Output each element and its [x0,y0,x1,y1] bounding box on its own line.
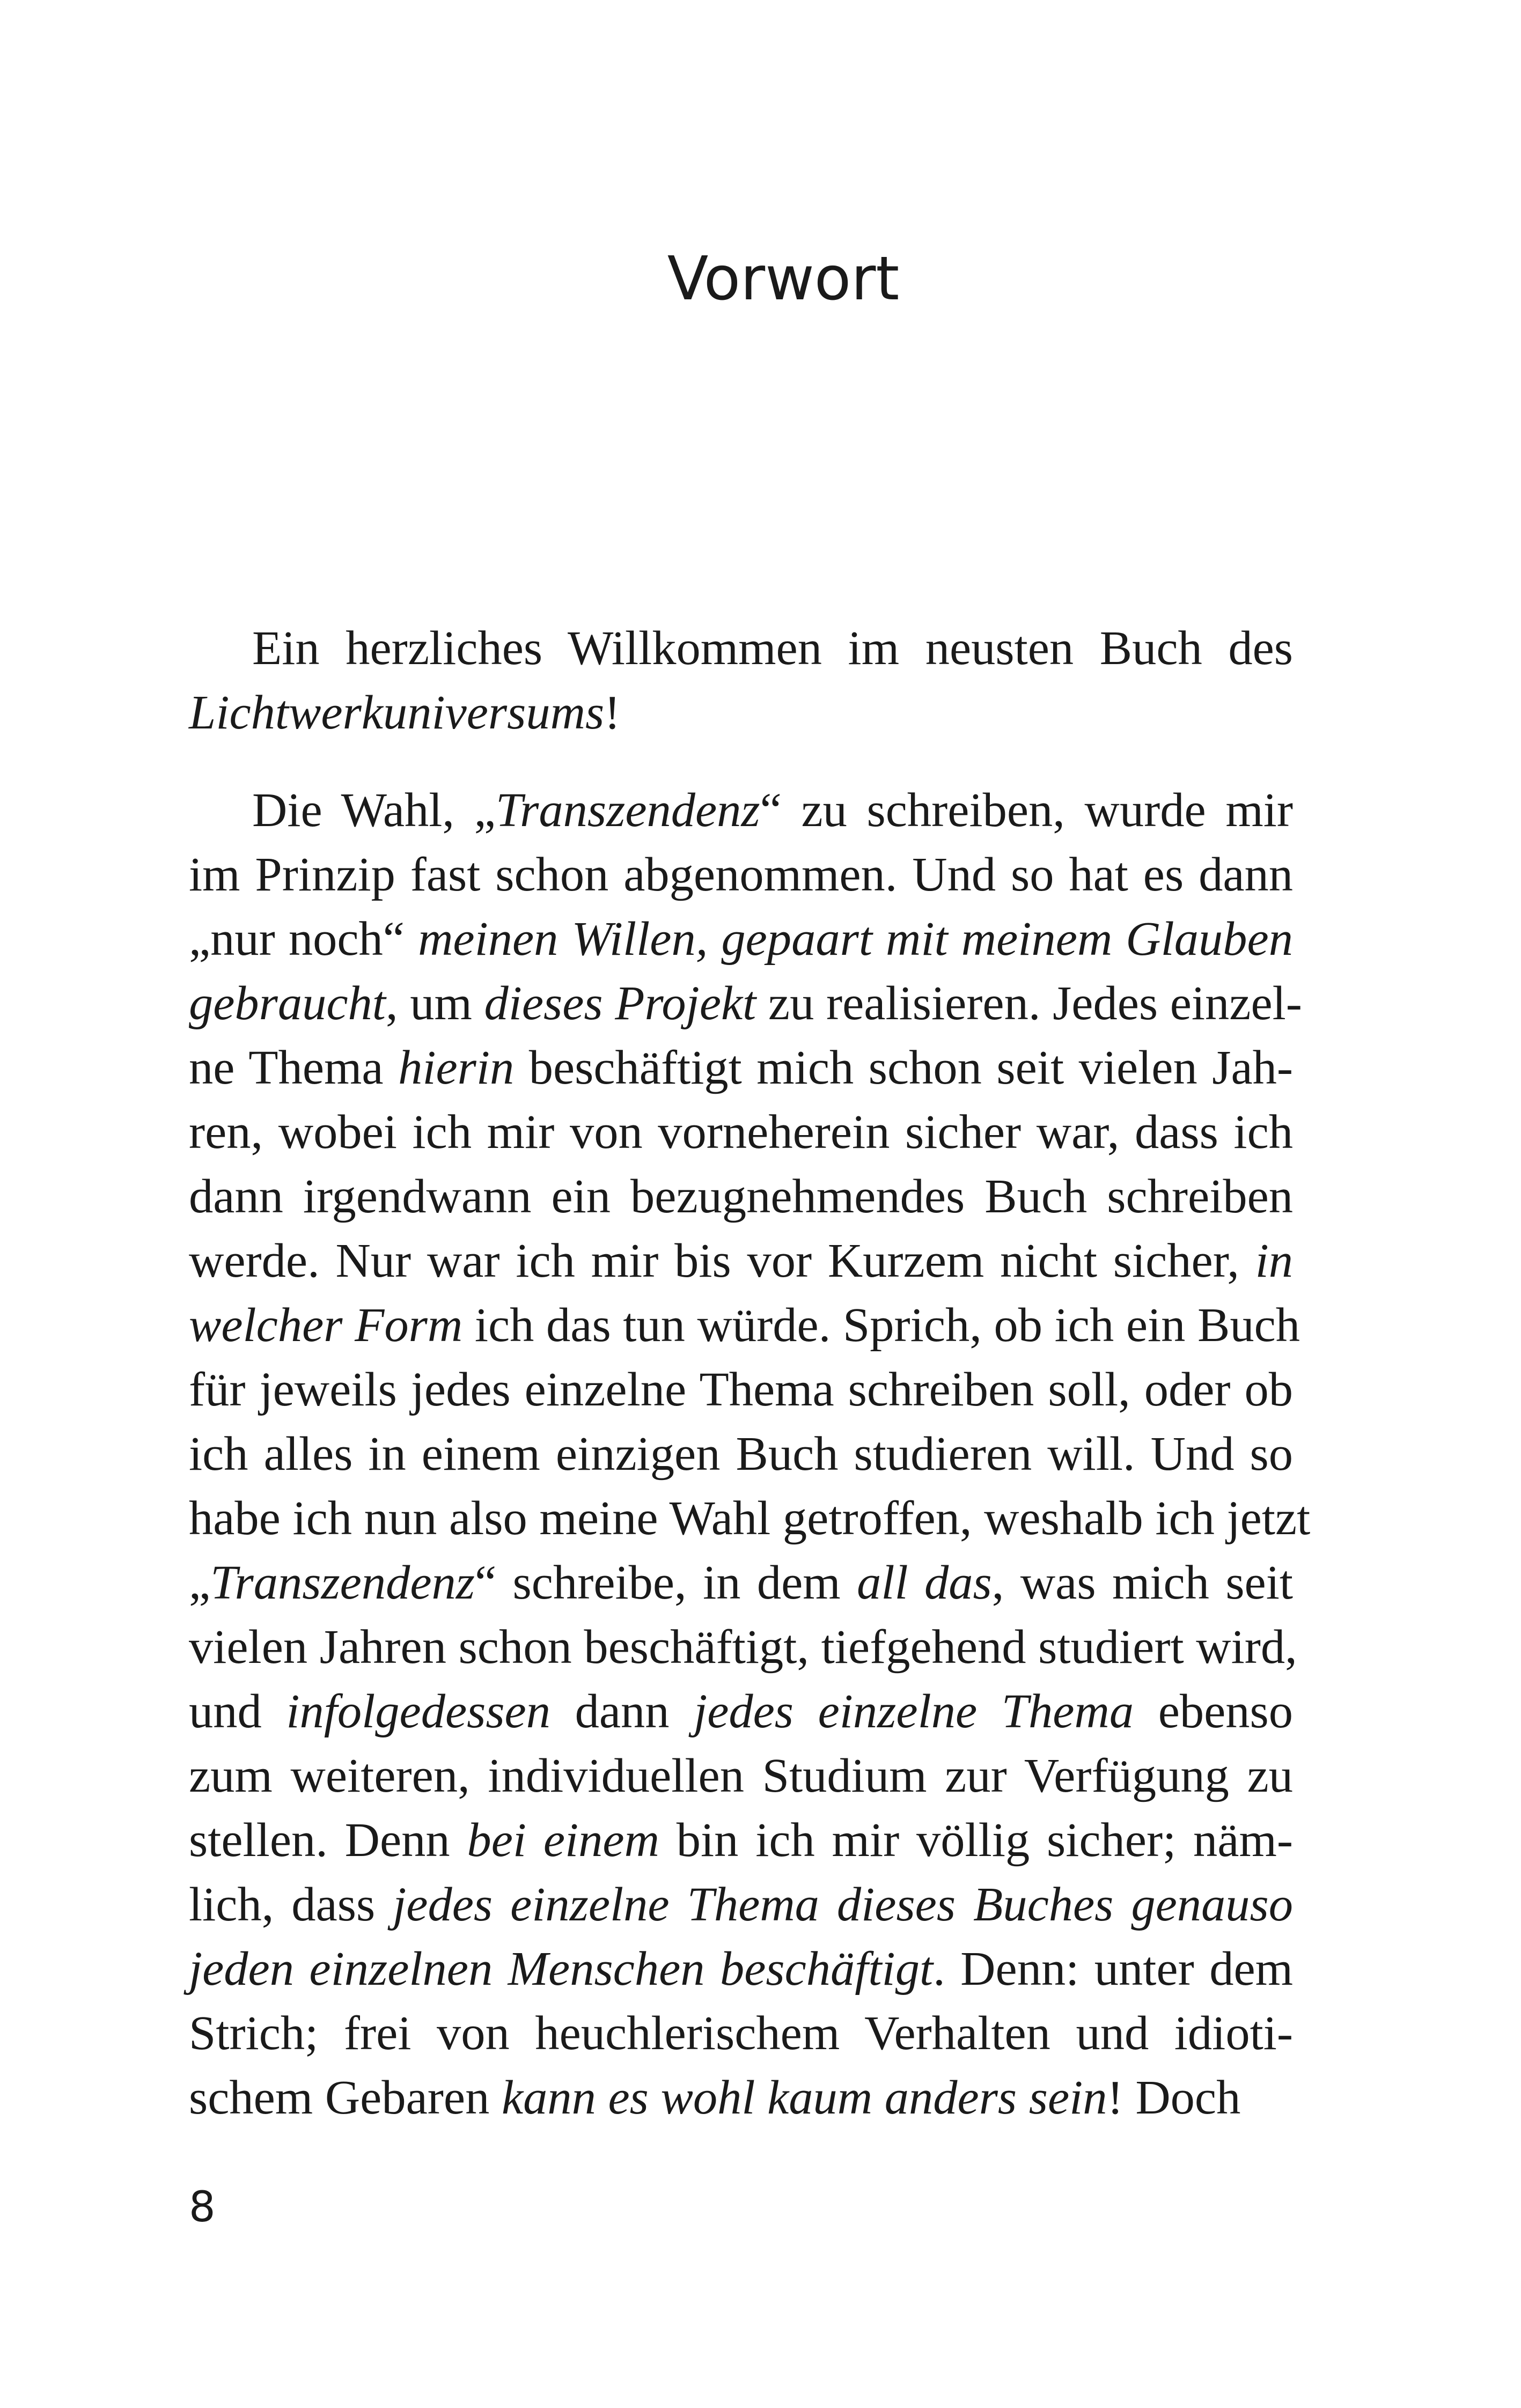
text-line [189,1486,1311,1550]
italic-text: gebraucht [189,976,386,1030]
text-line [189,2065,1293,2130]
italic-text: jedes einzelne Thema dieses Buches genauso [393,1877,1294,1931]
italic-text: Lichtwerkuniversums [189,685,605,739]
text-segment: ! [604,685,621,739]
text-segment: für jeweils jedes einzelne Thema schreiben soll, oder ob [189,1362,1293,1416]
italic-text: bei einem [467,1813,659,1867]
italic-text: Transzendenz [495,783,760,837]
italic-text: Transzendenz [210,1555,475,1609]
italic-text: dieses Projekt [484,976,756,1030]
text-segment: ich das tun würde. Sprich, ob ich ein Buch [462,1298,1300,1352]
italic-text: kann es wohl kaum anders sein [501,2070,1107,2124]
text-line [189,907,1293,971]
chapter-title: Vorwort [667,244,900,314]
text-segment: habe ich nun also meine Wahl getroffen, weshalb ich jetzt [189,1491,1311,1545]
text-line [189,1936,1293,2001]
text-segment: “ zu schreiben, wurde mir [760,783,1294,837]
text-segment: „ [189,1555,211,1609]
text-line [189,1035,1293,1100]
text-segment: , um [385,976,484,1030]
text-line [189,1679,1293,1743]
italic-text: jedes einzelne Thema [694,1684,1134,1738]
text-segment: Ein herzliches Willkommen im neusten Buch des [252,621,1293,675]
text-segment: ! Doch [1107,2070,1241,2124]
text-segment: und [189,1684,286,1738]
paragraph [189,616,1293,745]
paragraph-gap [189,745,1293,778]
italic-text: infolgedessen [286,1684,550,1738]
text-segment: ebenso [1134,1684,1293,1738]
text-segment: werde. Nur war ich mir bis vor Kurzem nicht sicher, [189,1233,1255,1287]
text-segment: . Denn: unter dem [933,1941,1293,1995]
italic-text: welcher Form [189,1298,463,1352]
text-segment: Die Wahl, „ [252,783,496,837]
text-line [189,1100,1293,1164]
text-segment: schem Gebaren [189,2070,502,2124]
text-segment: “ schreibe, in dem [474,1555,857,1609]
text-line [189,778,1293,842]
text-line [189,1743,1293,1808]
text-line [189,1872,1293,1936]
text-segment: ren, wobei ich mir von vorneherein sicher war, dass ich [189,1104,1293,1159]
text-segment: dann irgendwann ein bezugnehmendes Buch schreiben [189,1169,1293,1223]
text-segment: Strich; frei von heuchlerischem Verhalten und idioti- [189,2006,1293,2060]
text-segment: lich, dass [189,1877,393,1931]
text-line [189,1808,1293,1872]
text-line [189,2001,1293,2065]
text-segment: dann [550,1684,694,1738]
italic-text: in [1255,1233,1293,1287]
text-line [189,1422,1293,1486]
text-segment: zu realisieren. Jedes einzel- [756,976,1302,1030]
italic-text: hierin [398,1040,515,1094]
text-line [189,1550,1293,1615]
text-segment: ich alles in einem einzigen Buch studieren will. Und so [189,1426,1293,1481]
body-text [189,616,1311,2130]
text-line [189,1228,1293,1293]
text-line [189,616,1293,680]
italic-text: jeden einzelnen Menschen beschäftigt [189,1941,934,1995]
text-segment: , was mich seit [991,1555,1293,1609]
text-line [189,1357,1293,1422]
italic-text: meinen Willen, gepaart mit meinem Glauben [418,911,1293,966]
italic-text: all das [857,1555,992,1609]
paragraph [189,778,1311,2130]
text-line [189,842,1293,907]
text-line [189,1615,1297,1679]
text-line [189,971,1302,1035]
text-segment: bin ich mir völlig sicher; näm- [659,1813,1293,1867]
text-segment: beschäftigt mich schon seit vielen Jah- [514,1040,1293,1094]
text-segment: „nur noch“ [189,911,418,966]
text-segment: im Prinzip fast schon abgenommen. Und so hat es dann [189,847,1293,901]
text-segment: ne Thema [189,1040,399,1094]
text-segment: stellen. Denn [189,1813,467,1867]
text-line [189,1293,1300,1357]
text-segment: zum weiteren, individuellen Studium zur Verfügung zu [189,1748,1293,1802]
text-segment: vielen Jahren schon beschäftigt, tiefgehend studiert wird, [189,1619,1297,1674]
text-line [189,1164,1293,1228]
text-line [189,680,1293,745]
page-number: 8 [189,2183,216,2232]
